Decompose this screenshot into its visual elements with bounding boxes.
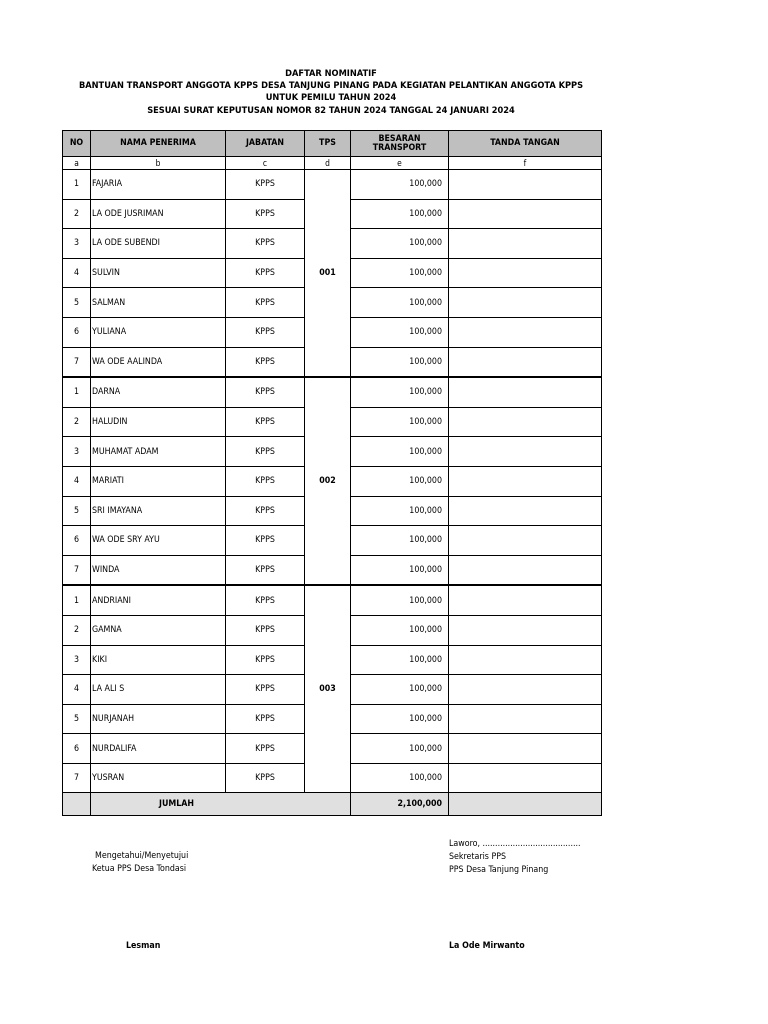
recipient-name: MUHAMAT ADAM xyxy=(91,437,226,467)
transport-amount: 100,000 xyxy=(351,258,449,288)
document-subtitle-decree: SESUAI SURAT KEPUTUSAN NOMOR 82 TAHUN 2024 TANGGAL 24 JANUARI 2024 xyxy=(147,104,515,116)
tps-number: 002 xyxy=(305,377,351,585)
recipient-position: KPPS xyxy=(226,170,305,200)
transport-amount: 100,000 xyxy=(351,437,449,467)
total-spacer xyxy=(63,793,91,816)
recipient-name: HALUDIN xyxy=(91,407,226,437)
recipient-position: KPPS xyxy=(226,645,305,675)
transport-amount: 100,000 xyxy=(351,377,449,407)
transport-amount: 100,000 xyxy=(351,734,449,764)
recipient-position: KPPS xyxy=(226,466,305,496)
recipient-position: KPPS xyxy=(226,526,305,556)
transport-amount: 100,000 xyxy=(351,704,449,734)
left-signer-name: Lesman xyxy=(126,941,161,951)
table-header-row xyxy=(63,131,602,157)
table-code-row xyxy=(63,157,602,170)
recipient-position: KPPS xyxy=(226,704,305,734)
recipient-name: SRI IMAYANA xyxy=(91,496,226,526)
table-row xyxy=(63,170,602,200)
row-number: 5 xyxy=(63,496,91,526)
col-header-amount: BESARAN TRANSPORT xyxy=(351,131,449,157)
col-code: d xyxy=(305,157,351,170)
left-signature-block xyxy=(92,850,189,876)
place-date-line: Laworo, ....................................... xyxy=(449,839,581,849)
row-number: 7 xyxy=(63,763,91,793)
signature-cell xyxy=(449,704,602,734)
tps-number: 003 xyxy=(305,585,351,793)
right-signature-block xyxy=(449,838,581,877)
transport-amount: 100,000 xyxy=(351,347,449,377)
signature-cell xyxy=(449,199,602,229)
right-office-label: PPS Desa Tanjung Pinang xyxy=(449,865,549,875)
transport-amount: 100,000 xyxy=(351,317,449,347)
transport-amount: 100,000 xyxy=(351,229,449,259)
total-row xyxy=(63,793,602,816)
signature-cell xyxy=(449,407,602,437)
row-number: 2 xyxy=(63,407,91,437)
recipient-position: KPPS xyxy=(226,288,305,318)
signature-cell xyxy=(449,170,602,200)
left-position-label: Ketua PPS Desa Tondasi xyxy=(92,864,187,874)
recipient-position: KPPS xyxy=(226,437,305,467)
recipient-position: KPPS xyxy=(226,763,305,793)
signature-cell xyxy=(449,496,602,526)
recipient-name: SULVIN xyxy=(91,258,226,288)
signature-cell xyxy=(449,317,602,347)
recipient-position: KPPS xyxy=(226,229,305,259)
recipient-name: GAMNA xyxy=(91,615,226,645)
right-signer-name: La Ode Mirwanto xyxy=(449,941,525,951)
signature-cell xyxy=(449,347,602,377)
recipient-name: NURDALIFA xyxy=(91,734,226,764)
recipient-position: KPPS xyxy=(226,496,305,526)
recipient-name: WA ODE AALINDA xyxy=(91,347,226,377)
row-number: 6 xyxy=(63,526,91,556)
row-number: 7 xyxy=(63,347,91,377)
document-subtitle-election: UNTUK PEMILU TAHUN 2024 xyxy=(265,92,397,104)
signature-cell xyxy=(449,675,602,705)
transport-amount: 100,000 xyxy=(351,170,449,200)
recipient-name: NURJANAH xyxy=(91,704,226,734)
signature-cell xyxy=(449,229,602,259)
recipient-position: KPPS xyxy=(226,347,305,377)
signature-cell xyxy=(449,526,602,556)
col-header-signature: TANDA TANGAN xyxy=(449,131,602,157)
row-number: 6 xyxy=(63,317,91,347)
col-code: f xyxy=(449,157,602,170)
recipient-position: KPPS xyxy=(226,585,305,615)
signature-cell xyxy=(449,734,602,764)
transport-amount: 100,000 xyxy=(351,288,449,318)
row-number: 6 xyxy=(63,734,91,764)
row-number: 3 xyxy=(63,437,91,467)
recipient-name: LA ALI S xyxy=(91,675,226,705)
tps-number: 001 xyxy=(305,170,351,378)
recipient-name: YUSRAN xyxy=(91,763,226,793)
total-amount: 2,100,000 xyxy=(351,793,449,816)
table-row xyxy=(63,585,602,615)
signature-cell xyxy=(449,555,602,585)
left-approval-label: Mengetahui/Menyetujui xyxy=(95,851,189,861)
signature-cell xyxy=(449,763,602,793)
signature-cell xyxy=(449,466,602,496)
recipient-name: WA ODE SRY AYU xyxy=(91,526,226,556)
right-position-label: Sekretaris PPS xyxy=(449,852,507,862)
col-code: c xyxy=(226,157,305,170)
transport-amount: 100,000 xyxy=(351,615,449,645)
row-number: 2 xyxy=(63,199,91,229)
transport-amount: 100,000 xyxy=(351,466,449,496)
transport-amount: 100,000 xyxy=(351,675,449,705)
row-number: 7 xyxy=(63,555,91,585)
transport-amount: 100,000 xyxy=(351,407,449,437)
col-header-jabatan: JABATAN xyxy=(226,131,305,157)
recipient-name: LA ODE JUSRIMAN xyxy=(91,199,226,229)
recipient-name: DARNA xyxy=(91,377,226,407)
document-header xyxy=(0,68,662,117)
recipient-position: KPPS xyxy=(226,675,305,705)
recipient-position: KPPS xyxy=(226,199,305,229)
recipient-name: FAJARIA xyxy=(91,170,226,200)
recipient-name: SALMAN xyxy=(91,288,226,318)
col-header-no: NO xyxy=(63,131,91,157)
total-label: JUMLAH xyxy=(91,793,351,816)
row-number: 3 xyxy=(63,645,91,675)
row-number: 1 xyxy=(63,585,91,615)
transport-amount: 100,000 xyxy=(351,526,449,556)
table-row xyxy=(63,377,602,407)
signature-cell xyxy=(449,645,602,675)
signature-cell xyxy=(449,258,602,288)
recipient-name: MARIATI xyxy=(91,466,226,496)
row-number: 5 xyxy=(63,704,91,734)
col-code: a xyxy=(63,157,91,170)
recipient-position: KPPS xyxy=(226,258,305,288)
recipient-position: KPPS xyxy=(226,317,305,347)
row-number: 4 xyxy=(63,258,91,288)
recipient-name: WINDA xyxy=(91,555,226,585)
recipient-name: KIKI xyxy=(91,645,226,675)
row-number: 1 xyxy=(63,377,91,407)
signature-cell xyxy=(449,615,602,645)
row-number: 1 xyxy=(63,170,91,200)
recipient-name: YULIANA xyxy=(91,317,226,347)
recipient-position: KPPS xyxy=(226,377,305,407)
signature-cell xyxy=(449,585,602,615)
row-number: 4 xyxy=(63,675,91,705)
transport-amount: 100,000 xyxy=(351,199,449,229)
row-number: 5 xyxy=(63,288,91,318)
col-code: b xyxy=(91,157,226,170)
signature-cell xyxy=(449,288,602,318)
signature-cell xyxy=(449,377,602,407)
recipient-name: ANDRIANI xyxy=(91,585,226,615)
transport-amount: 100,000 xyxy=(351,555,449,585)
transport-amount: 100,000 xyxy=(351,645,449,675)
nominative-table xyxy=(62,130,602,816)
recipient-position: KPPS xyxy=(226,734,305,764)
document-title: DAFTAR NOMINATIF xyxy=(285,68,377,79)
signature-cell xyxy=(449,437,602,467)
col-code: e xyxy=(351,157,449,170)
row-number: 3 xyxy=(63,229,91,259)
recipient-position: KPPS xyxy=(226,407,305,437)
col-header-name: NAMA PENERIMA xyxy=(91,131,226,157)
recipient-name: LA ODE SUBENDI xyxy=(91,229,226,259)
row-number: 4 xyxy=(63,466,91,496)
recipient-position: KPPS xyxy=(226,555,305,585)
total-signature-cell xyxy=(449,793,602,816)
transport-amount: 100,000 xyxy=(351,585,449,615)
table-body xyxy=(63,170,602,793)
transport-amount: 100,000 xyxy=(351,763,449,793)
col-header-tps: TPS xyxy=(305,131,351,157)
row-number: 2 xyxy=(63,615,91,645)
recipient-position: KPPS xyxy=(226,615,305,645)
transport-amount: 100,000 xyxy=(351,496,449,526)
document-subtitle: BANTUAN TRANSPORT ANGGOTA KPPS DESA TANJUNG PINANG PADA KEGIATAN PELANTIKAN ANGGOTA KPPS xyxy=(78,80,584,92)
